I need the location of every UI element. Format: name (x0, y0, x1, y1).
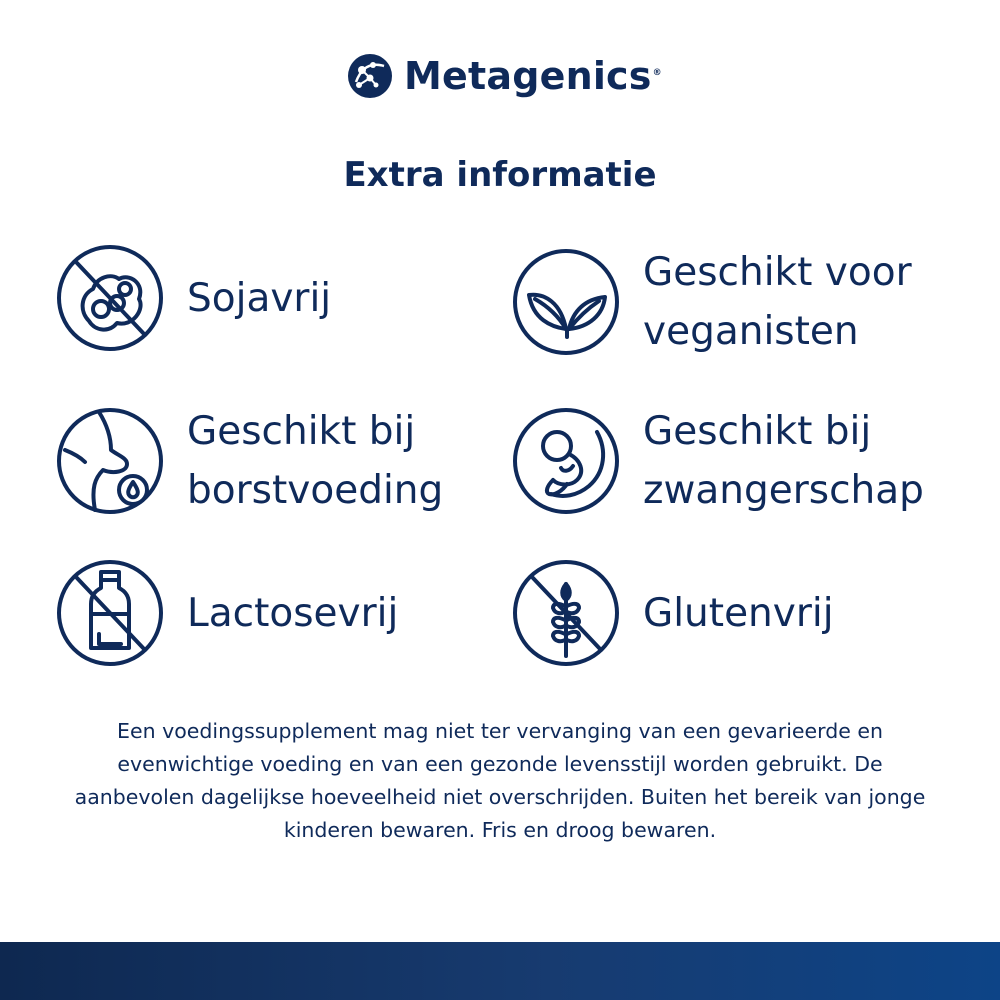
feature-pregnancy (511, 402, 924, 520)
breastfeeding-icon (55, 406, 165, 516)
feature-lactose-free (55, 558, 398, 668)
feature-gluten-free (511, 558, 834, 668)
feature-label: Glutenvrij (643, 590, 834, 636)
feature-label: Geschikt voor veganisten (643, 250, 912, 354)
feature-vegan (511, 243, 912, 361)
no-lactose-bottle-icon (55, 558, 165, 668)
page-title: Extra informatie (343, 155, 657, 195)
feature-label: Lactosevrij (187, 590, 399, 636)
brand-logo (346, 48, 662, 104)
footer-band (0, 942, 1000, 1000)
no-gluten-wheat-icon (511, 558, 621, 668)
feature-soy-free (55, 243, 331, 353)
vegan-leaf-icon (511, 247, 621, 357)
molecule-globe-icon (346, 52, 394, 100)
no-soy-icon (55, 243, 165, 353)
feature-label: Geschikt bij borstvoeding (187, 409, 444, 513)
brand-name: Metagenics® (404, 54, 662, 98)
feature-breastfeeding (55, 402, 443, 520)
feature-label: Sojavrij (187, 275, 332, 321)
feature-label: Geschikt bij zwangerschap (643, 409, 924, 513)
registered-mark: ® (652, 68, 662, 79)
pregnancy-fetus-icon (511, 406, 621, 516)
disclaimer-text: Een voedingssupplement mag niet ter vervanging van een gevarieerde en evenwichtige voeding en van een gezonde levensstijl worden gebruikt. De aanbevolen dagelijkse hoeveelheid niet overschrijden. Buiten het bereik van jonge kinderen bewaren. Fris en droog bewaren. (74, 719, 926, 842)
